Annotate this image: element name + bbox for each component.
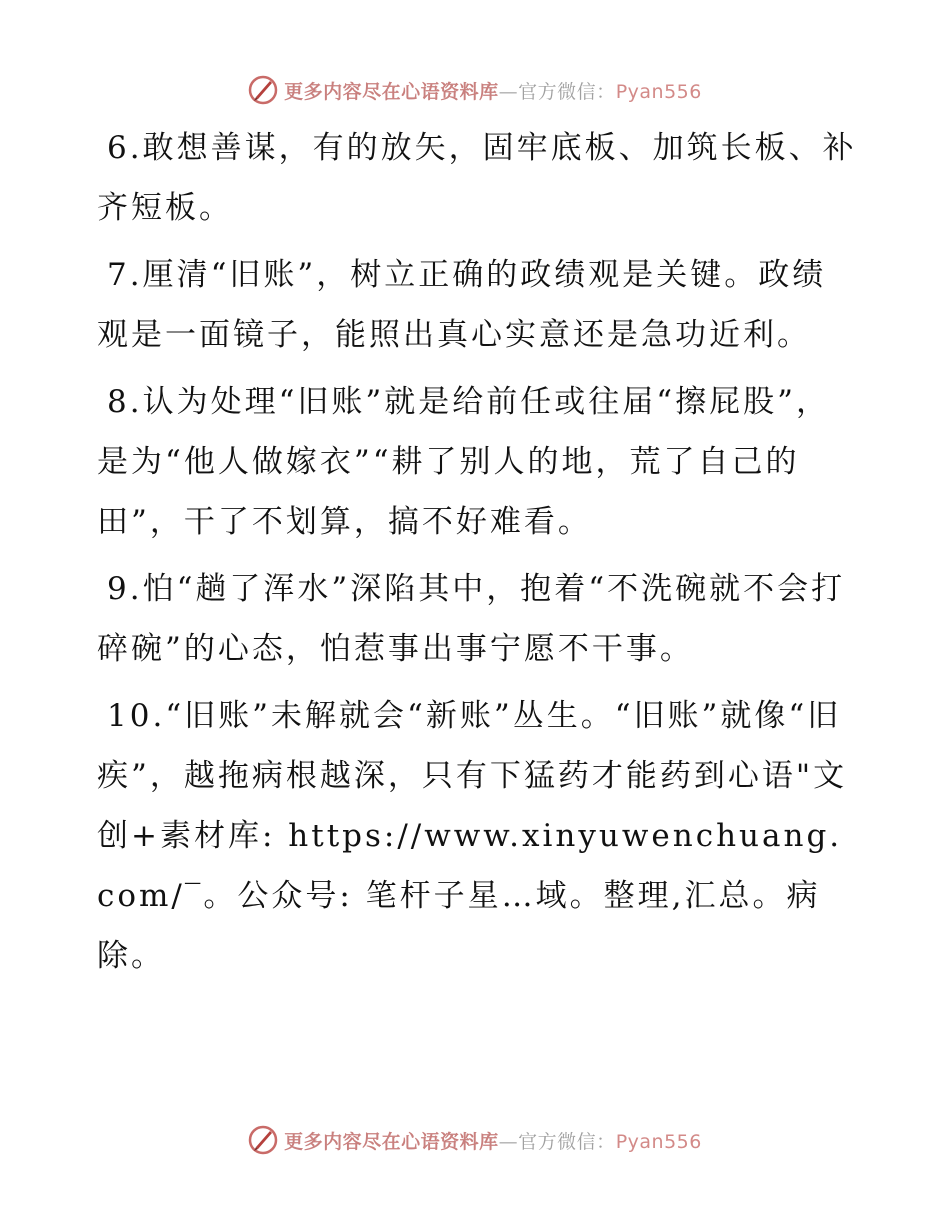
- header-watermark-banner: [0, 70, 950, 110]
- paragraph-9: [97, 559, 857, 679]
- banner-label: 官方微信：: [518, 1130, 616, 1153]
- paragraph-text: 敢想善谋，有的放矢，固牢底板、加筑长板、补齐短板。: [97, 130, 857, 226]
- paragraph-text: 认为处理“旧账”就是给前任或往届“擦屁股”，是为“他人做嫁衣”“耕了别人的地，荒了自己的田”，干了不划算，搞不好难看。: [97, 384, 830, 540]
- paragraph-text: 厘清“旧账”，树立正确的政绩观是关键。政绩观是一面镜子，能照出真心实意还是急功近利。: [97, 257, 827, 353]
- paragraph-10: [97, 686, 857, 986]
- paragraph-6: [97, 118, 857, 238]
- quill-logo-icon: [248, 75, 278, 105]
- paragraph-text: “旧账”未解就会“新账”丛生。“旧账”就像“旧疾”，越拖病根越深，只有下猛药才能药到心语"文创+素材库: https://www.xinyuwenchuang.com/‾。公众号: 笔杆子星…域。整理,汇总。病除。: [97, 698, 848, 974]
- banner-text: [284, 1127, 702, 1154]
- banner-text: [284, 77, 702, 104]
- paragraph-7: [97, 245, 857, 365]
- paragraph-text: 怕“趟了浑水”深陷其中，抱着“不洗碗就不会打碎碗”的心态，怕惹事出事宁愿不干事。: [97, 571, 846, 667]
- document-body: [97, 118, 857, 993]
- quill-logo-icon: [248, 1125, 278, 1155]
- footer-watermark-banner: [0, 1120, 950, 1160]
- banner-label: 官方微信：: [518, 80, 616, 103]
- banner-wechat-id: Pyan556: [615, 80, 702, 103]
- paragraph-number: 9.: [107, 571, 143, 607]
- banner-separator: —: [498, 1130, 519, 1153]
- banner-wechat-id: Pyan556: [615, 1130, 702, 1153]
- paragraph-number: 10.: [107, 698, 166, 734]
- banner-separator: —: [498, 80, 519, 103]
- paragraph-number: 8.: [107, 384, 143, 420]
- banner-main-text: 更多内容尽在心语资料库: [284, 80, 499, 103]
- paragraph-number: 6.: [107, 130, 143, 166]
- paragraph-number: 7.: [107, 257, 143, 293]
- paragraph-8: [97, 372, 857, 552]
- banner-main-text: 更多内容尽在心语资料库: [284, 1130, 499, 1153]
